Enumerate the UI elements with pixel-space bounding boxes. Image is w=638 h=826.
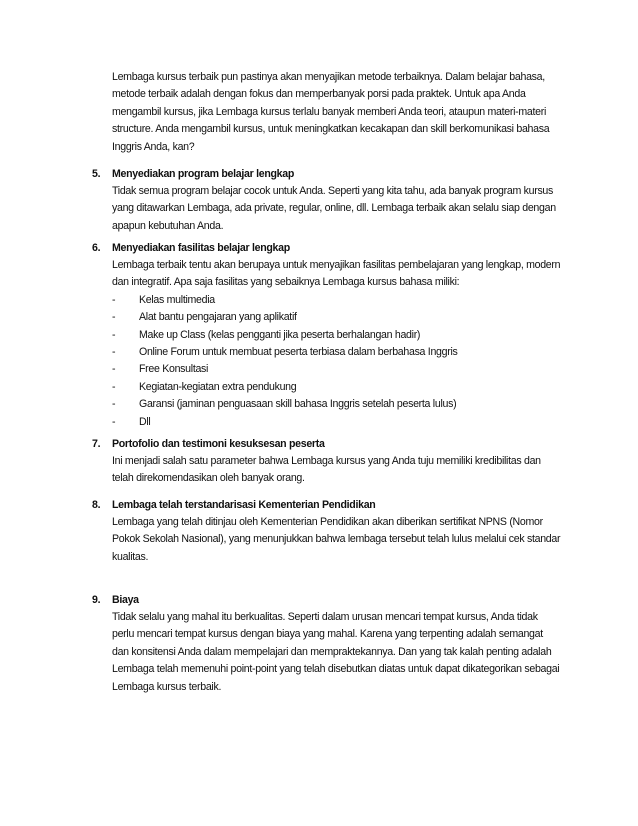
list-item-text: Alat bantu pengajaran yang aplikatif <box>139 311 297 324</box>
section-number: 9. <box>92 594 101 606</box>
section-title: Biaya <box>112 594 139 606</box>
list-item <box>112 292 562 309</box>
section-body: Lembaga yang telah ditinjau oleh Kementerian Pendidikan akan diberikan sertifikat NPNS (Nomor Pokok Sekolah Nasional), yang menunjukkan bahwa lembaga tersebut telah lulus melalui cek standar kualitas. <box>112 516 561 563</box>
list-item <box>112 327 562 344</box>
list-item-text: Dll <box>139 415 151 428</box>
section-heading <box>92 166 562 183</box>
list-item-text: Kelas multimedia <box>139 293 215 306</box>
bullet-dash: - <box>112 311 116 324</box>
list-item <box>112 379 562 396</box>
section-title: Lembaga telah terstandarisasi Kementerian Pendidikan <box>112 499 376 511</box>
facility-list <box>112 292 562 431</box>
section-number: 6. <box>92 242 101 254</box>
list-item-text: Garansi (jaminan penguasaan skill bahasa Inggris setelah peserta lulus) <box>139 398 457 411</box>
section-number: 7. <box>92 438 101 450</box>
section-body: Ini menjadi salah satu parameter bahwa Lembaga kursus yang Anda tuju memiliki kredibilitas dan telah direkomendasikan oleh banyak orang. <box>112 455 541 485</box>
list-item <box>112 309 562 326</box>
section-number: 5. <box>92 168 101 180</box>
list-item-text: Free Konsultasi <box>139 363 209 376</box>
list-item <box>112 361 562 378</box>
section-number: 8. <box>92 499 101 511</box>
list-item <box>112 396 562 413</box>
section-8 <box>92 497 562 566</box>
section-5 <box>92 166 562 235</box>
section-7 <box>92 436 562 488</box>
section-title: Portofolio dan testimoni kesuksesan peserta <box>112 438 325 450</box>
section-body: Lembaga terbaik tentu akan berupaya untuk menyajikan fasilitas pembelajaran yang lengkap, modern dan integratif. Apa saja fasilitas yang sebaiknya Lembaga kursus bahasa miliki: <box>112 259 561 289</box>
section-body: Tidak selalu yang mahal itu berkualitas. Seperti dalam urusan mencari tempat kursus, Anda tidak perlu mencari tempat kursus dengan biaya yang mahal. Karena yang terpenting adalah semangat dan konsitensi Anda dalam mempelajari dan mempraktekannya. Dan yang tak kalah penting adalah Lembaga telah memenuhi point-point yang telah disebutkan diatas untuk dapat dikategorikan sebagai Lembaga kursus terbaik. <box>112 611 560 693</box>
intro-paragraph: Lembaga kursus terbaik pun pastinya akan menyajikan metode terbaiknya. Dalam belajar bahasa, metode terbaik adalah dengan fokus dan memperbanyak porsi pada praktek. Untuk apa Anda mengambil kursus, jika Lembaga kursus terlalu banyak memberi Anda teori, ataupun materi-materi structure. Anda mengambil kursus, untuk meningkatkan kecakapan dan skill berkomunikasi bahasa Inggris Anda, kan? <box>112 71 550 153</box>
section-6 <box>92 240 562 431</box>
list-item-text: Make up Class (kelas pengganti jika peserta berhalangan hadir) <box>139 328 421 341</box>
section-heading <box>92 240 562 257</box>
bullet-dash: - <box>112 293 116 306</box>
list-item <box>112 414 562 431</box>
list-item-text: Online Forum untuk membuat peserta terbiasa dalam berbahasa Inggris <box>139 346 458 359</box>
section-body: Tidak semua program belajar cocok untuk Anda. Seperti yang kita tahu, ada banyak program kursus yang ditawarkan Lembaga, ada private, regular, online, dll. Lembaga terbaik akan selalu siap dengan apapun kebutuhan Anda. <box>112 185 556 232</box>
list-item-text: Kegiatan-kegiatan extra pendukung <box>139 380 297 393</box>
section-title: Menyediakan fasilitas belajar lengkap <box>112 242 290 254</box>
section-heading <box>92 436 562 453</box>
section-heading <box>92 592 562 609</box>
bullet-dash: - <box>112 363 116 376</box>
bullet-dash: - <box>112 415 116 428</box>
bullet-dash: - <box>112 398 116 411</box>
section-heading <box>92 497 562 514</box>
section-title: Menyediakan program belajar lengkap <box>112 168 295 180</box>
bullet-dash: - <box>112 328 116 341</box>
list-item <box>112 344 562 361</box>
section-9 <box>92 592 562 696</box>
bullet-dash: - <box>112 380 116 393</box>
bullet-dash: - <box>112 346 116 359</box>
